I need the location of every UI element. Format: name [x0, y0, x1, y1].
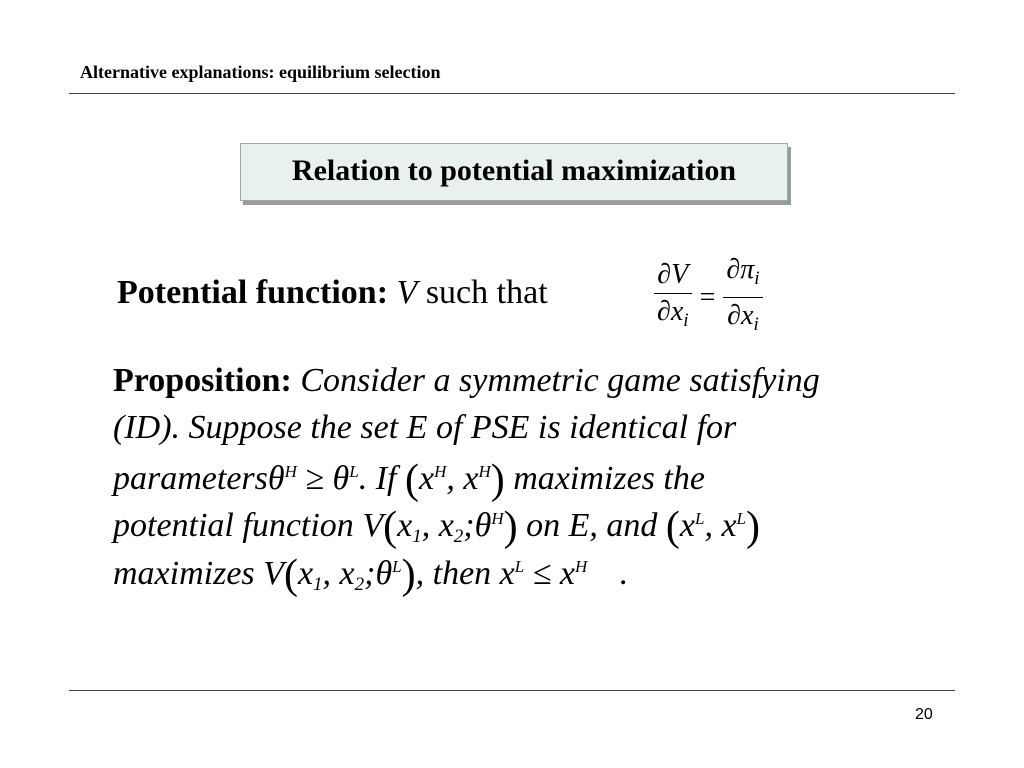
potential-low: $V(x_1$, $x_2;\theta^L$) — [263, 552, 416, 598]
proposition-line-3: parametersθ$^H$ ≥ $\theta^L$. If ($x^H$, $x^H$) maximizes the — [113, 457, 705, 503]
lhs-fraction: $\frac{\partial V}{\partial x_i}$ — [654, 257, 692, 339]
potential-text: such that — [425, 274, 548, 311]
proposition-line-2: (ID). Suppose the set E of PSE is identical for — [113, 409, 737, 446]
potential-label: Potential function: — [117, 274, 389, 311]
footer-divider — [69, 690, 955, 691]
header-divider — [69, 93, 955, 94]
potential-function-definition — [117, 274, 548, 312]
header-title: Alternative explanations: equilibrium selection — [80, 62, 441, 82]
proposition-label: Proposition: — [113, 362, 292, 399]
section-title-box — [240, 143, 788, 201]
proposition-line-4: potential function $V(x_1$, $x_2;\theta^H$) on E, and ($x^L$, $x^L$) — [113, 504, 760, 550]
potential-high: $V(x_1$, $x_2;\theta^H$) — [362, 504, 518, 550]
proposition-line-5: maximizes $V(x_1$, $x_2;\theta^L$), then $x^L \le x^H$ . — [113, 552, 629, 598]
set-symbol: E — [406, 409, 428, 446]
xl-pair: ($x^L$, $x^L$) — [665, 504, 760, 550]
xh-pair: ($x^H$, $x^H$) — [405, 457, 505, 503]
potential-symbol: V — [396, 274, 418, 311]
page-number: 20 — [915, 706, 933, 723]
proposition-line-1: Proposition: Consider a symmetric game satisfying — [113, 362, 820, 399]
conclusion: $x^L \le x^H$ — [499, 555, 588, 592]
potential-equation: $\frac{\partial V}{\partial x_i}$ = $\frac{\partial\pi_i}{\partial x_i}$ — [654, 252, 763, 343]
section-title: Relation to potential maximization — [291, 154, 737, 187]
rhs-fraction: $\frac{\partial\pi_i}{\partial x_i}$ — [723, 252, 762, 343]
